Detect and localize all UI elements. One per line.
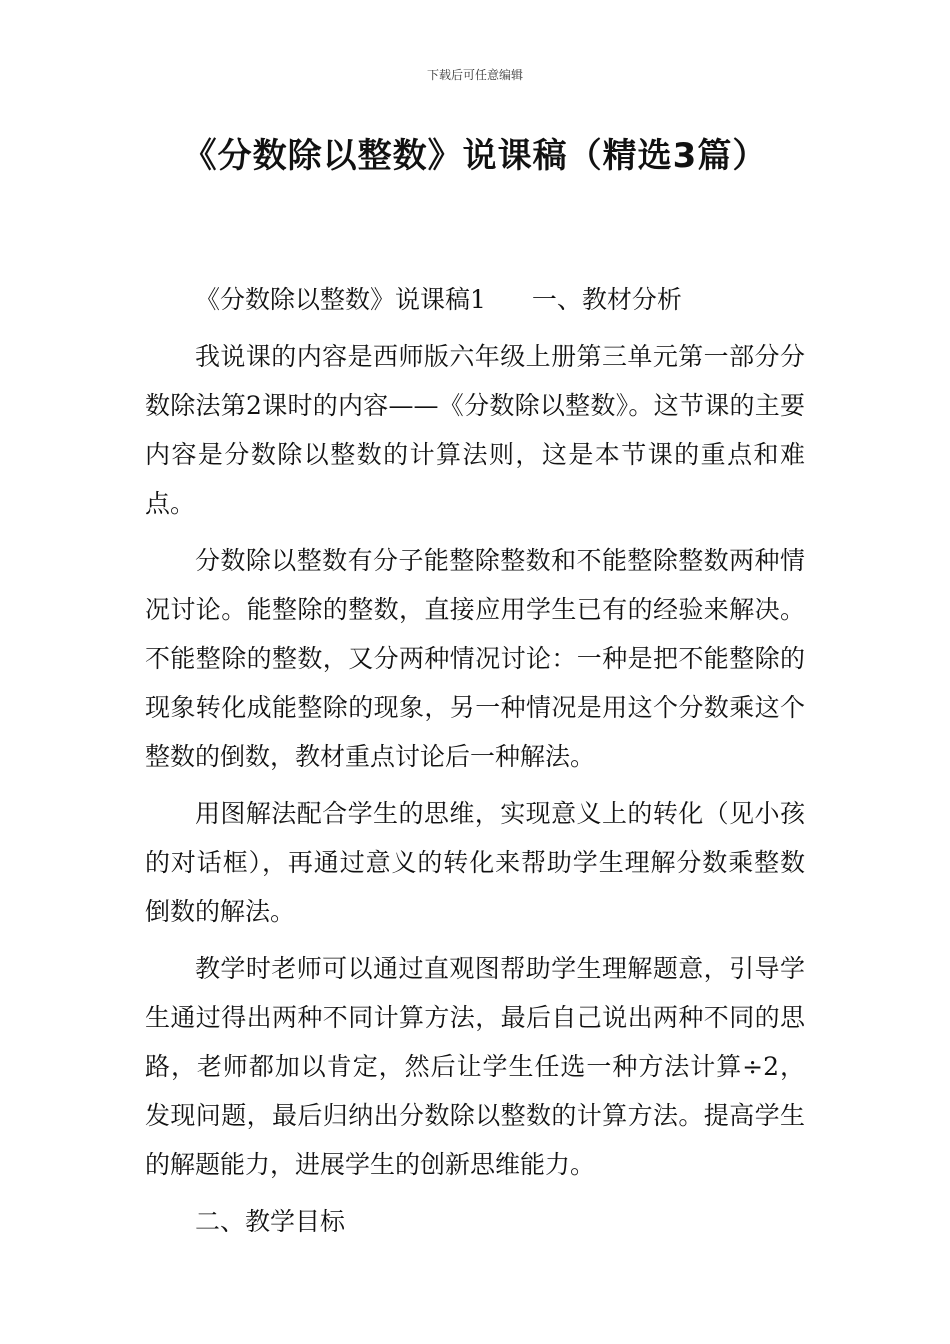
section-heading-analysis: 一、教材分析: [531, 285, 682, 314]
paragraph: 分数除以整数有分子能整除整数和不能整除整数两种情况讨论。能整除的整数，直接应用学生已有的经验来解决。不能整除的整数，又分两种情况讨论：一种是把不能整除的现象转化成能整除的现象，另一种情况是用这个分数乘这个整数的倒数，教材重点讨论后一种解法。: [145, 546, 805, 771]
paragraph: 用图解法配合学生的思维，实现意义上的转化（见小孩的对话框），再通过意义的转化来帮助学生理解分数乘整数倒数的解法。: [145, 799, 805, 926]
section-heading-goals: 二、教学目标: [195, 1207, 346, 1236]
paragraph: 教学时老师可以通过直观图帮助学生理解题意，引导学生通过得出两种不同计算方法，最后自己说出两种不同的思路，老师都加以肯定，然后让学生任选一种方法计算÷2，发现问题，最后归纳出分数除以整数的计算方法。提高学生的解题能力，进展学生的创新思维能力。: [145, 954, 805, 1179]
paragraph: 我说课的内容是西师版六年级上册第三单元第一部分分数除法第2课时的内容——《分数除以整数》。这节课的主要内容是分数除以整数的计算法则，这是本节课的重点和难点。: [145, 342, 805, 518]
header-note: 下载后可任意编辑: [426, 68, 523, 82]
subtitle-lesson: 《分数除以整数》说课稿1: [195, 285, 486, 314]
section-heading-line: [145, 275, 805, 324]
document-body: [145, 275, 805, 1254]
document-title: 《分数除以整数》说课稿（精选3篇）: [182, 136, 768, 176]
